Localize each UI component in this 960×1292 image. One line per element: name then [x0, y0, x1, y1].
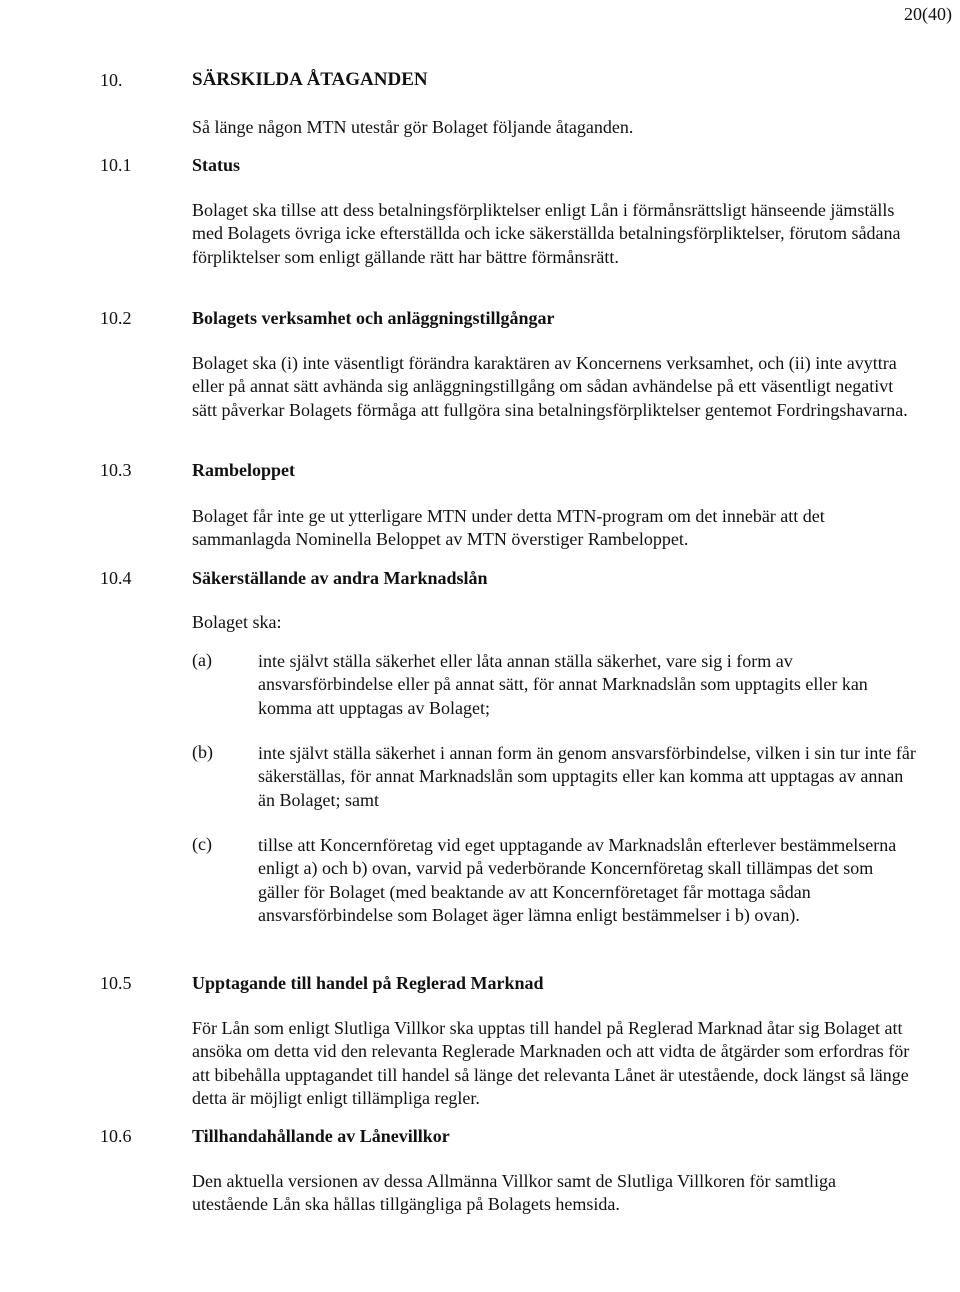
- subsection-text: Bolaget ska:: [192, 612, 282, 632]
- subsection-title: Bolagets verksamhet och anläggningstillgångar: [192, 308, 555, 328]
- list-item-text: tillse att Koncernföretag vid eget upptagande av Marknadslån efterlever bestämmelserna enligt a) och b) ovan, varvid på vederbörande Koncernföretag skall tillämpas det som gäller för Bolaget (med beaktande av att Koncernföretaget får mottaga sådan ansvarsförbindelse som Bolaget äger lämna enligt bestämmelser i b) ovan).: [258, 835, 897, 925]
- list-item-letter: (a): [192, 650, 212, 670]
- list-item-letter: (c): [192, 834, 212, 854]
- subsection-title: Status: [192, 155, 241, 175]
- subsection-number: 10.5: [100, 973, 132, 993]
- list-item-letter: (b): [192, 742, 213, 762]
- subsection-text: Bolaget ska tillse att dess betalningsförpliktelser enligt Lån i förmånsrättsligt hänseende jämställs med Bolagets övriga icke efterställda och icke säkerställda betalningsförpliktelser, förutom sådana förpliktelser som enligt gällande rätt har bättre förmånsrätt.: [192, 200, 901, 267]
- section-number: 10.: [100, 70, 123, 90]
- subsection-number: 10.4: [100, 568, 132, 588]
- subsection-title: Upptagande till handel på Reglerad Marknad: [192, 973, 544, 993]
- subsection-number: 10.1: [100, 155, 132, 175]
- subsection-title: Tillhandahållande av Lånevillkor: [192, 1126, 450, 1146]
- list-item-text: inte självt ställa säkerhet eller låta annan ställa säkerhet, vare sig i form av ansvarsförbindelse eller på annat sätt, för annat Marknadslån som upptagits eller kan komma att upptagas av Bolaget;: [258, 651, 868, 718]
- section-intro: Så länge någon MTN utestår gör Bolaget följande åtaganden.: [192, 117, 634, 137]
- page-number: 20(40): [904, 4, 952, 24]
- subsection-title: Säkerställande av andra Marknadslån: [192, 568, 488, 588]
- subsection-number: 10.3: [100, 460, 132, 480]
- section-title: SÄRSKILDA ÅTAGANDEN: [192, 69, 428, 90]
- subsection-number: 10.6: [100, 1126, 132, 1146]
- subsection-text: Bolaget ska (i) inte väsentligt förändra karaktären av Koncernens verksamhet, och (ii) inte avyttra eller på annat sätt avhända sig anläggningstillgång om sådan avhändelse på ett väsentligt negativt sätt påverkar Bolagets förmåga att fullgöra sina betalningsförpliktelser gentemot Fordringshavarna.: [192, 353, 908, 420]
- subsection-text: Bolaget får inte ge ut ytterligare MTN under detta MTN-program om det innebär att det sammanlagda Nominella Beloppet av MTN överstiger Rambeloppet.: [192, 506, 825, 550]
- subsection-text: För Lån som enligt Slutliga Villkor ska upptas till handel på Reglerad Marknad åtar sig Bolaget att ansöka om detta vid den relevanta Reglerade Marknaden och att vidta de åtgärder som erfordras för att bibehålla upptagandet till handel så länge det relevanta Lånet är utestående, dock längst så länge detta är möjligt enligt tillämpliga regler.: [192, 1018, 910, 1108]
- subsection-text: Den aktuella versionen av dessa Allmänna Villkor samt de Slutliga Villkoren för samtliga utestående Lån ska hållas tillgängliga på Bolagets hemsida.: [192, 1171, 837, 1215]
- list-item-text: inte självt ställa säkerhet i annan form än genom ansvarsförbindelse, vilken i sin tur inte får säkerställas, för annat Marknadslån som upptagits eller kan komma att upptagas av annan än Bolaget; samt: [258, 743, 916, 810]
- subsection-number: 10.2: [100, 308, 132, 328]
- subsection-title: Rambeloppet: [192, 460, 295, 480]
